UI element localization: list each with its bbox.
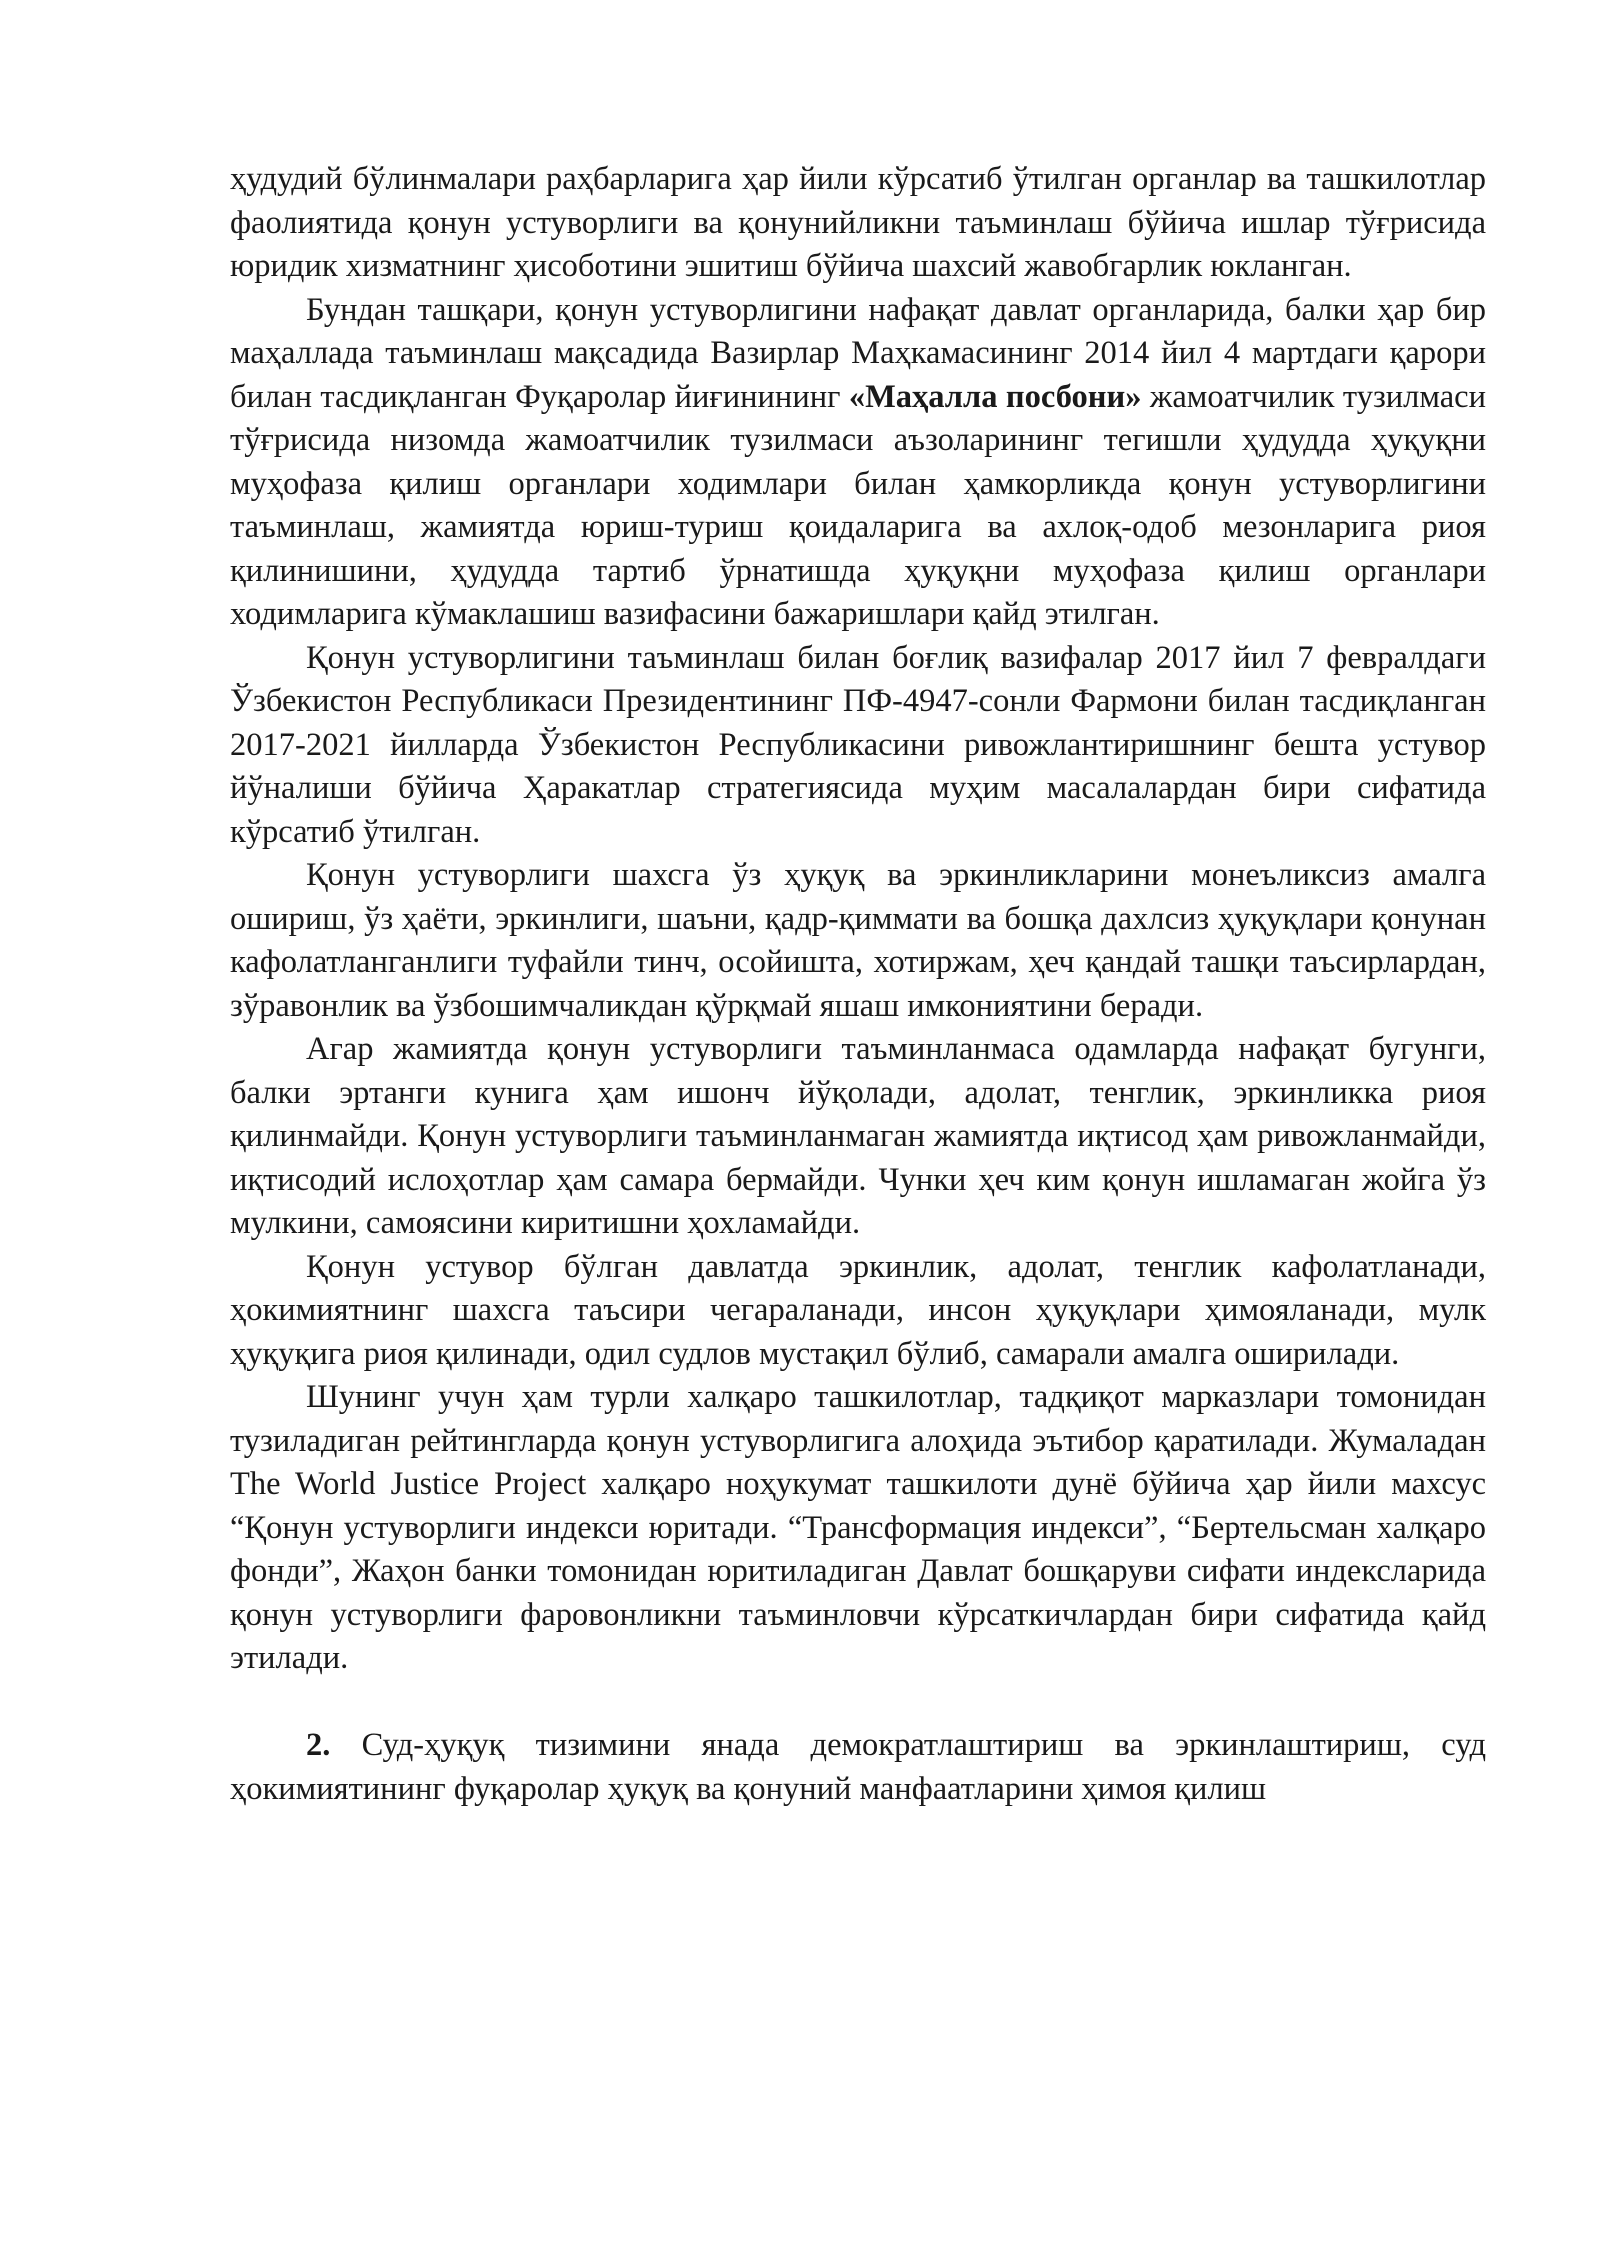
paragraph-mahalla-posboni [230,289,1486,637]
paragraph-continuation: ҳудудий бўлинмалари раҳбарларига ҳар йили кўрсатиб ўтилган органлар ва ташкилотлар фаолиятида қонун устуворлиги ва қонунийликни таъминлаш бўйича ишлар тўғрисида юридик хизматнинг ҳисоботини эшитиш бўйича шахсий жавобгарлик юкланган. [230,161,1486,284]
document-page [230,158,1486,1811]
paragraph-strategy: Қонун устуворлигини таъминлаш билан боғлиқ вазифалар 2017 йил 7 февралдаги Ўзбекистон Республикаси Президентининг ПФ-4947-сонли Фармони билан тасдиқланган 2017-2021 йилларда Ўзбекистон Республикасини ривожлантиришнинг бешта устувор йўналиши бўйича Ҳаракатлар стратегиясида муҳим масалалардан бири сифатида кўрсатиб ўтилган. [230,639,1486,850]
section-heading [230,1724,1486,1811]
paragraph-society: Агар жамиятда қонун устуворлиги таъминланмаса одамларда нафақат бугунги, балки эртанги кунига ҳам ишонч йўқолади, адолат, тенглик, эркинликка риоя қилинмайди. Қонун устуворлиги таъминланмаган жамиятда иқтисод ҳам ривожланмайди, иқтисодий ислоҳотлар ҳам самара бермайди. Чунки ҳеч ким қонун ишламаган жойга ўз мулкини, самоясини киритишни ҳохламайди. [230,1031,1486,1241]
paragraph-international: Шунинг учун ҳам турли халқаро ташкилотлар, тадқиқот марказлари томонидан тузиладиган рейтингларда қонун устуворлигига алоҳида эътибор қаратилади. Жумаладан The World Justice Project халқаро ноҳукумат ташкилоти дунё бўйича ҳар йили махсус “Қонун устуворлиги индекси юритади. “Трансформация индекси”, “Бертельсман халқаро фонди”, Жаҳон банки томонидан юритиладиган Давлат бошқаруви сифати индексларида қонун устуворлиги фаровонликни таъминловчи кўрсаткичлардан бири сифатида қайд этилади. [230,1379,1486,1676]
section-number: 2. [306,1727,331,1763]
bold-term: «Маҳалла посбони» [848,378,1142,415]
paragraph-text: жамоатчилик тузилмаси тўғрисида низомда жамоатчилик тузилмаси аъзоларининг тегишли ҳудудда ҳуқуқни муҳофаза қилиш органлари ходимлари билан ҳамкорликда қонун устуворлигини таъминлаш, жамиятда юриш-туриш қоидаларига ва ахлоқ-одоб мезонларига риоя қилинишини, ҳудудда тартиб ўрнатишда ҳуқуқни муҳофаза қилиш органлари ходимларига кўмаклашиш вазифасини бажаришлари қайд этилган. [230,378,1486,632]
paragraph-rights: Қонун устуворлиги шахсга ўз ҳуқуқ ва эркинликларини монеъликсиз амалга ошириш, ўз ҳаёти, эркинлиги, шаъни, қадр-қиммати ва бошқа дахлсиз ҳуқуқлари қонунан кафолатланганлиги туфайли тинч, осойишта, хотиржам, ҳеч қандай ташқи таъсирлардан, зўравонлик ва ўзбошимчаликдан қўрқмай яшаш имкониятини беради. [230,857,1486,1024]
paragraph-state: Қонун устувор бўлган давлатда эркинлик, адолат, тенглик кафолатланади, ҳокимиятнинг шахсга таъсири чегараланади, инсон ҳуқуқлари ҳимояланади, мулк ҳуқуқига риоя қилинади, одил судлов мустақил бўлиб, самарали амалга оширилади. [230,1248,1486,1372]
section-title: Суд-ҳуқуқ тизимини янада демократлаштириш ва эркинлаштириш, суд ҳокимиятининг фуқаролар ҳуқуқ ва қонуний манфаатларини ҳимоя қилиш [230,1727,1486,1807]
paragraph-text: Бундан ташқари, қонун устуворлигини нафақат давлат органларида, балки ҳар бир маҳаллада таъминлаш мақсадида Вазирлар Маҳкамасининг 2014 йил 4 мартдаги қарори билан тасдиқланган Фуқаролар йиғинининг [230,291,1486,415]
